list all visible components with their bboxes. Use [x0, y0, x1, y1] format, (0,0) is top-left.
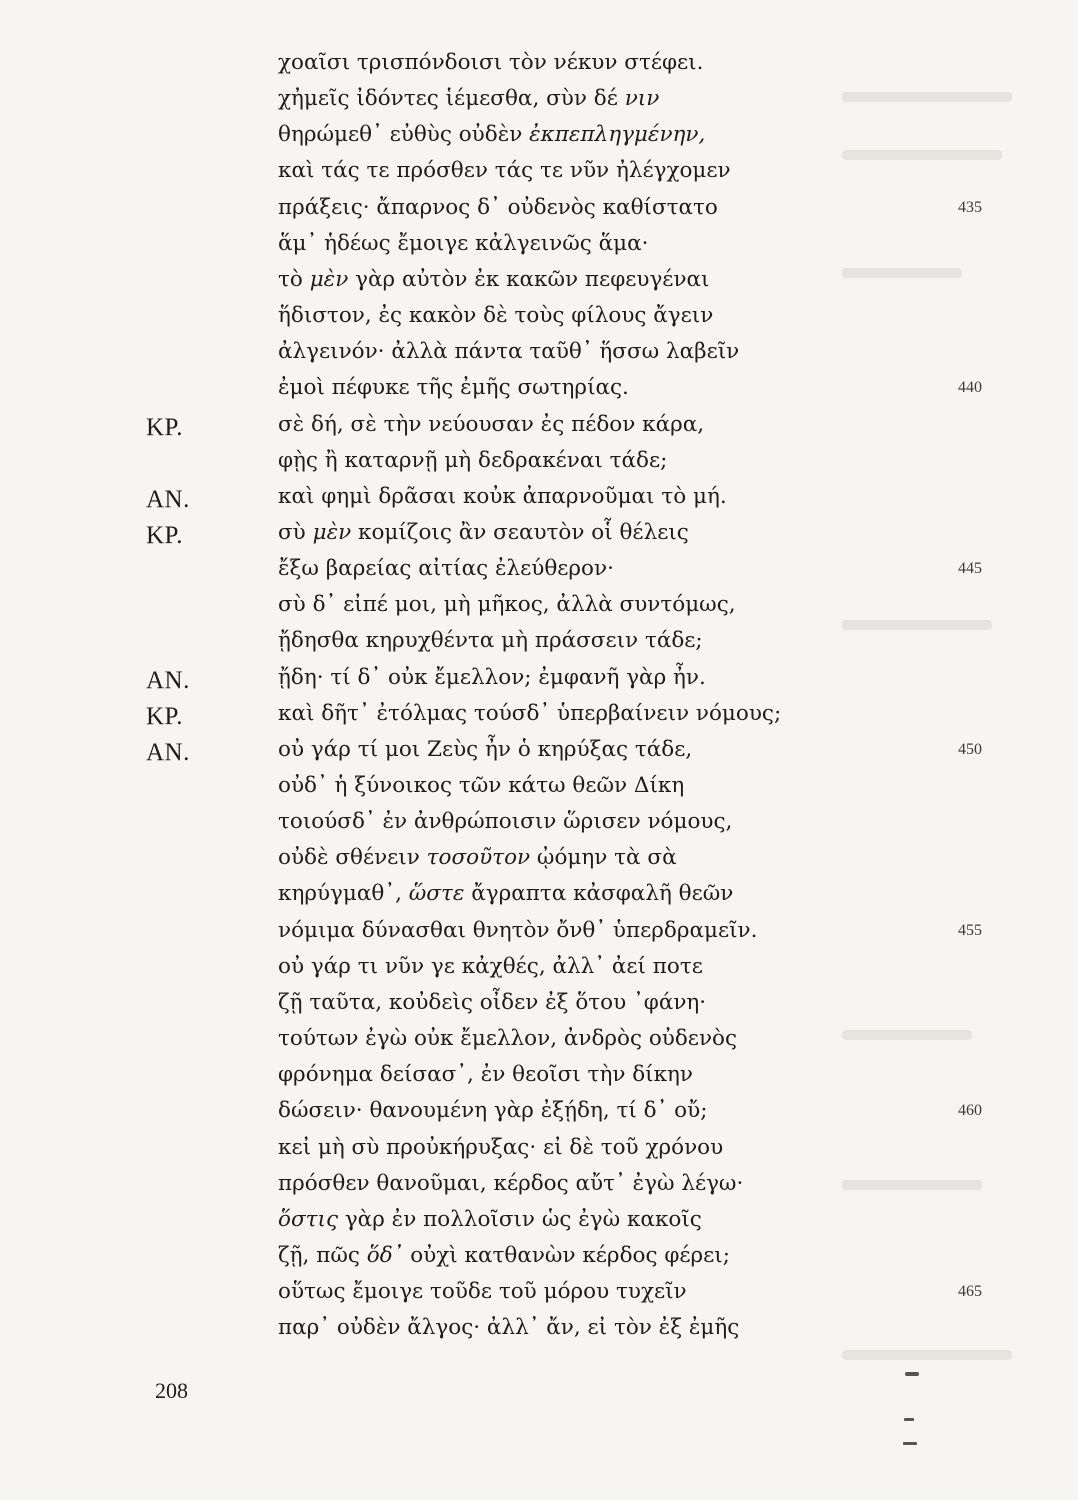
verse-line [0, 809, 1078, 845]
verse-line [0, 1171, 1078, 1207]
verse-text: ἥδιστον, ἐς κακὸν δὲ τοὺς φίλους ἄγειν [278, 303, 714, 329]
verse-line [0, 592, 1078, 628]
verse-text: παρ᾽ οὐδὲν ἄλγος· ἀλλ᾽ ἄν, εἰ τὸν ἐξ ἐμῆς [278, 1315, 740, 1341]
verse-text: ᾔδησθα κηρυχθέντα μὴ πράσσειν τάδε; [278, 628, 703, 654]
verse-line [0, 918, 1078, 954]
speaker-label: ΑΝ. [146, 738, 190, 766]
verse-line [0, 845, 1078, 881]
verse-text: χἠμεῖς ἰδόντες ἱέμεσθα, σὺν δέ νιν [278, 86, 660, 112]
verse-text: νόμιμα δύνασθαι θνητὸν ὄνθ᾽ ὑπερδραμεῖν. [278, 917, 758, 943]
verse-text: ἀλγεινόν· ἀλλὰ πάντα ταῦθ᾽ ἥσσω λαβεῖν [278, 339, 740, 365]
verse-line [0, 701, 1078, 737]
verse-text: καὶ δῆτ᾽ ἐτόλμας τούσδ᾽ ὑπερβαίνειν νόμους; [278, 700, 782, 726]
line-number: 440 [958, 379, 982, 397]
verse-text: ζῇ, πῶς ὅδ᾽ οὐχὶ κατθανὼν κέρδος φέρει; [278, 1242, 730, 1268]
speaker-label: ΚΡ. [146, 521, 183, 549]
speaker-label: ΑΝ. [146, 666, 190, 694]
verse-text: χοαῖσι τρισπόνδοισι τὸν νέκυν στέφει. [278, 50, 704, 75]
verse-text: κηρύγμαθ᾽, ὥστε ἄγραπτα κἀσφαλῆ θεῶν [278, 881, 734, 907]
verse-text: οὐδ᾽ ἡ ξύνοικος τῶν κάτω θεῶν Δίκη [278, 773, 685, 798]
verse-line [0, 773, 1078, 809]
verse-text: ζῇ ταῦτα, κοὐδεὶς οἶδεν ἐξ ὅτου ᾽φάνη· [278, 989, 707, 1015]
verse-text: φρόνημα δείσασ᾽, ἐν θεοῖσι τὴν δίκην [278, 1062, 693, 1088]
verse-line [0, 1207, 1078, 1243]
verse-text: σὺ μὲν κομίζοις ἂν σεαυτὸν οἷ θέλεις [278, 519, 689, 545]
verse-line [0, 339, 1078, 375]
speaker-label: ΑΝ. [146, 485, 190, 513]
verse-line [0, 520, 1078, 556]
verse-text: οὕτως ἔμοιγε τοῦδε τοῦ μόρου τυχεῖν [278, 1279, 687, 1305]
verse-line [0, 737, 1078, 773]
verse-line [0, 881, 1078, 917]
verse-text: οὐ γάρ τι νῦν γε κἀχθές, ἀλλ᾽ ἀεί ποτε [278, 953, 703, 979]
verse-line [0, 412, 1078, 448]
verse-line [0, 50, 1078, 86]
verse-text: φῂς ἢ καταρνῇ μὴ δεδρακέναι τάδε; [278, 447, 668, 473]
verse-line [0, 86, 1078, 122]
verse-text: δώσειν· θανουμένη γὰρ ἐξῄδη, τί δ᾽ οὔ; [278, 1098, 708, 1124]
verse-line [0, 665, 1078, 701]
verse-line [0, 1135, 1078, 1171]
line-number: 450 [958, 740, 982, 758]
verse-text: θηρώμεθ᾽ εὐθὺς οὐδὲν ἐκπεπληγμένην, [278, 122, 706, 148]
verse-text: τοιούσδ᾽ ἐν ἀνθρώποισιν ὥρισεν νόμους, [278, 809, 733, 835]
verse-line [0, 267, 1078, 303]
verse-line [0, 1243, 1078, 1279]
verse-line [0, 231, 1078, 267]
verse-line [0, 1098, 1078, 1134]
verse-line [0, 990, 1078, 1026]
verse-line [0, 375, 1078, 411]
speaker-label: ΚΡ. [146, 702, 183, 730]
verse-text: τούτων ἐγὼ οὐκ ἔμελλον, ἀνδρὸς οὐδενὸς [278, 1026, 738, 1052]
verse-text: τὸ μὲν γὰρ αὐτὸν ἐκ κακῶν πεφευγέναι [278, 266, 710, 292]
verse-line [0, 1062, 1078, 1098]
verse-text: σὺ δ᾽ εἰπέ μοι, μὴ μῆκος, ἀλλὰ συντόμως, [278, 592, 736, 618]
verse-line [0, 1279, 1078, 1315]
verse-line [0, 303, 1078, 339]
line-number: 445 [958, 560, 982, 578]
verse-text: ἅμ᾽ ἡδέως ἔμοιγε κἀλγεινῶς ἅμα· [278, 230, 649, 256]
verse-text: ᾔδη· τί δ᾽ οὐκ ἔμελλον; ἐμφανῆ γὰρ ἦν. [278, 664, 706, 690]
verse-line [0, 628, 1078, 664]
verse-line [0, 448, 1078, 484]
verse-text: ἔξω βαρείας αἰτίας ἐλεύθερον· [278, 556, 614, 582]
verse-text: πράξεις· ἄπαρνος δ᾽ οὐδενὸς καθίστατο [278, 194, 718, 220]
line-number: 455 [958, 921, 982, 939]
line-number: 465 [958, 1283, 982, 1301]
verse-text: καὶ τάς τε πρόσθεν τάς τε νῦν ἠλέγχομεν [278, 158, 731, 184]
verse-text: ἐμοὶ πέφυκε τῆς ἐμῆς σωτηρίας. [278, 375, 629, 401]
verse-text: ὅστις γὰρ ἐν πολλοῖσιν ὡς ἐγὼ κακοῖς [278, 1206, 702, 1232]
verse-text: καὶ φημὶ δρᾶσαι κοὐκ ἀπαρνοῦμαι τὸ μή. [278, 483, 727, 509]
verse-line [0, 122, 1078, 158]
verse-line [0, 195, 1078, 231]
verse-line [0, 158, 1078, 194]
page-number: 208 [155, 1378, 188, 1403]
verse-line [0, 556, 1078, 592]
verse-text: οὐδὲ σθένειν τοσοῦτον ᾠόμην τὰ σὰ [278, 845, 677, 871]
verse-text: πρόσθεν θανοῦμαι, κέρδος αὔτ᾽ ἐγὼ λέγω· [278, 1170, 744, 1196]
verse-line [0, 1315, 1078, 1351]
speaker-label: ΚΡ. [146, 413, 183, 441]
verse-text: κεἰ μὴ σὺ προὐκήρυξας· εἰ δὲ τοῦ χρόνου [278, 1134, 724, 1160]
verse-line [0, 954, 1078, 990]
verse-text: οὐ γάρ τί μοι Ζεὺς ἦν ὁ κηρύξας τάδε, [278, 736, 693, 762]
verse-text: σὲ δή, σὲ τὴν νεύουσαν ἐς πέδον κάρα, [278, 411, 705, 437]
line-number: 435 [958, 198, 982, 216]
verse-line [0, 484, 1078, 520]
line-number: 460 [958, 1102, 982, 1120]
verse-line [0, 1026, 1078, 1062]
